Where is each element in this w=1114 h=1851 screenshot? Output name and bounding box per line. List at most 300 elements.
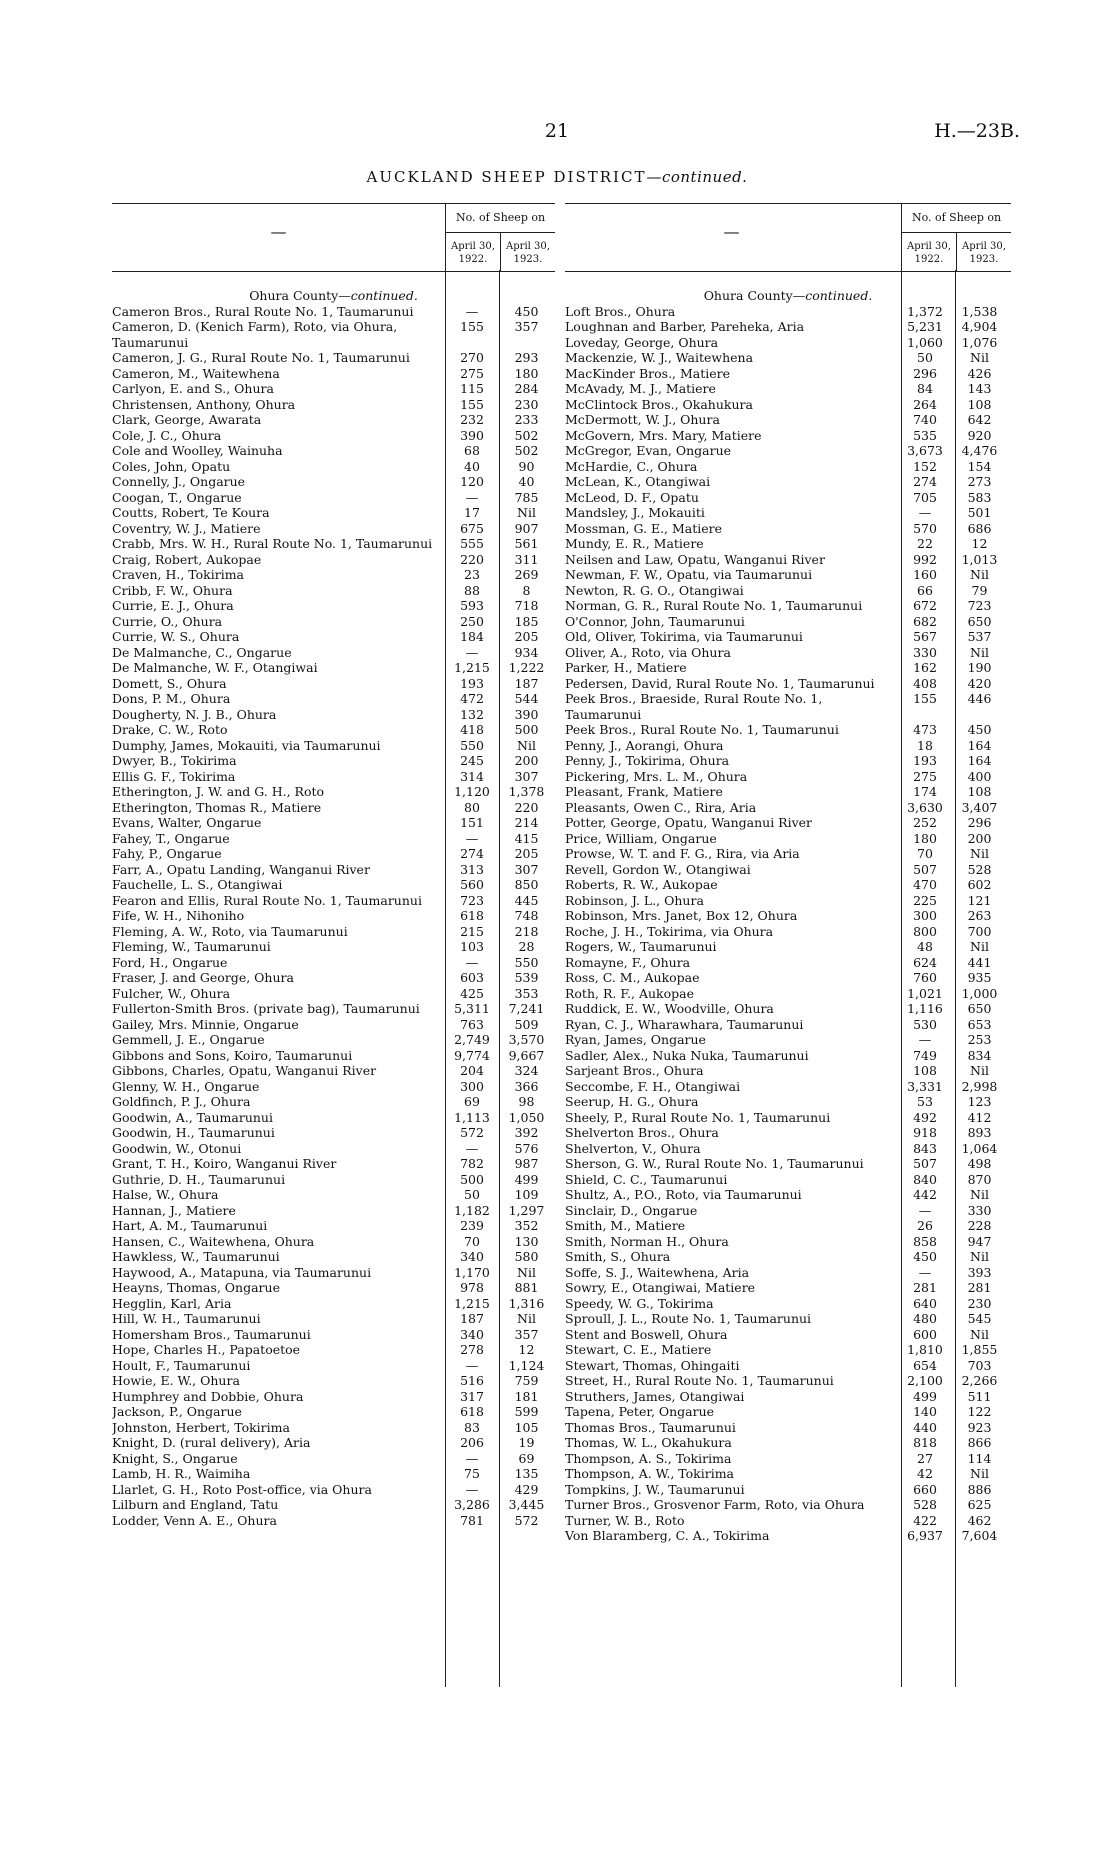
table-row [112, 583, 555, 599]
sheep-1922: 560 [460, 877, 484, 892]
sheep-1922: 682 [913, 613, 937, 629]
owner-name: Peek Bros., Braeside, Rural Route No. 1, Taumarunui [565, 691, 823, 722]
sheep-1923: 284 [514, 381, 539, 396]
table-row [112, 629, 555, 645]
owner-name: Peek Bros., Rural Route No. 1, Taumarunui [565, 722, 839, 737]
sheep-1923: 296 [967, 815, 992, 830]
table-row [565, 846, 1011, 862]
sheep-1923: 602 [967, 877, 992, 892]
sheep-1923: 307 [514, 768, 539, 784]
owner-name: Lilburn and England, Tatu [112, 1497, 279, 1512]
owner-name: De Malmanche, W. F., Otangiwai [112, 660, 318, 675]
table-row [112, 397, 555, 413]
table-row [565, 986, 1011, 1002]
table-row [565, 505, 1011, 521]
owner-name: Coventry, W. J., Matiere [112, 520, 261, 536]
owner-name: Llarlet, G. H., Roto Post-office, via Ohura [112, 1481, 372, 1497]
table-row [565, 691, 1011, 722]
sheep-1923: 1,124 [508, 1357, 545, 1373]
table-row [112, 1125, 555, 1141]
sheep-1922: 275 [460, 365, 484, 381]
sheep-1922: 250 [460, 613, 484, 629]
sheep-1922: 281 [913, 1280, 937, 1295]
sheep-1923: 123 [967, 1094, 992, 1109]
sheep-1923: 366 [514, 1078, 539, 1094]
sheep-1923: 220 [514, 799, 539, 815]
owner-name: Cameron Bros., Rural Route No. 1, Taumarunui [112, 303, 414, 319]
sheep-1923: 164 [967, 753, 992, 768]
sheep-1922: — [465, 830, 479, 846]
sheep-1923: 599 [514, 1404, 539, 1419]
owner-name: Homersham Bros., Taumarunui [112, 1326, 311, 1342]
owner-name: McClintock Bros., Okahukura [565, 396, 753, 412]
owner-name: Craven, H., Tokirima [112, 567, 245, 582]
table-row [565, 459, 1011, 475]
year-1923-header: April 30, 1923. [500, 233, 555, 271]
sheep-1922: 530 [913, 1016, 937, 1032]
sheep-1923: 576 [514, 1140, 539, 1156]
owner-name: Goodwin, H., Taumarunui [112, 1125, 275, 1140]
owner-name: Clark, George, Awarata [112, 412, 262, 427]
sheep-1922: 572 [460, 1125, 484, 1140]
sheep-1922: 418 [460, 722, 484, 737]
table-row [565, 474, 1011, 490]
title-text: AUCKLAND SHEEP DISTRICT [366, 168, 647, 186]
table-row [112, 753, 555, 769]
owner-name: McLeod, D. F., Opatu [565, 489, 699, 505]
owner-name: Goodwin, W., Otonui [112, 1140, 242, 1156]
sheep-1923: Nil [517, 737, 536, 753]
table-row [565, 366, 1011, 382]
owner-name: Thomas Bros., Taumarunui [565, 1419, 736, 1435]
table-row [565, 1404, 1011, 1420]
sheep-1922: 500 [460, 1171, 484, 1187]
sheep-1922: 5,231 [907, 319, 943, 334]
sheep-1922: 507 [913, 1156, 937, 1171]
sheep-1923: 642 [967, 412, 992, 427]
sheep-1922: 672 [913, 598, 937, 613]
sheep-1923: 98 [518, 1094, 535, 1109]
year-1922-header: April 30, 1922. [451, 241, 495, 265]
owner-name: Stent and Boswell, Ohura [565, 1326, 728, 1342]
owner-name: Street, H., Rural Route No. 1, Taumarunui [565, 1373, 834, 1388]
sheep-1922: 155 [460, 396, 484, 412]
sheep-1923: 759 [514, 1373, 539, 1388]
table-row [112, 1327, 555, 1343]
table-row [565, 784, 1011, 800]
owner-name: Fahy, P., Ongarue [112, 846, 222, 861]
sheep-1922: 193 [460, 675, 484, 691]
table-row [112, 536, 555, 552]
sheep-1923: 108 [967, 784, 992, 799]
sheep-1922: 40 [464, 458, 480, 474]
sheep-1923: 1,076 [961, 334, 998, 350]
sheep-1923: 121 [967, 892, 992, 908]
sheep-1922: 23 [464, 567, 480, 582]
table-row [565, 1017, 1011, 1033]
sheep-1923: 281 [967, 1280, 992, 1295]
sheep-1922: 499 [913, 1388, 937, 1404]
table-row [112, 986, 555, 1002]
sheep-1923: 686 [967, 520, 992, 536]
sheep-1922: 1,060 [907, 334, 943, 350]
table-row [565, 877, 1011, 893]
sheep-1923: 143 [967, 381, 992, 396]
sheep-1923: Nil [517, 1311, 536, 1326]
owner-name: Dougherty, N. J. B., Ohura [112, 706, 277, 722]
sheep-1922: 313 [460, 861, 484, 877]
sheep-1922: 528 [913, 1497, 937, 1512]
owner-name: Revell, Gordon W., Otangiwai [565, 861, 751, 877]
sheep-1922: 480 [913, 1311, 937, 1326]
sheep-1922: 918 [913, 1125, 937, 1140]
sheep-1923: 180 [514, 365, 539, 381]
sheep-1922: 340 [460, 1326, 484, 1342]
owner-name: Tompkins, J. W., Taumarunui [565, 1481, 745, 1497]
sheep-1923: 214 [514, 815, 539, 830]
sheep-1923: 181 [514, 1388, 539, 1404]
owner-name: Dumphy, James, Mokauiti, via Taumarunui [112, 737, 381, 753]
owner-name: Hansen, C., Waitewhena, Ohura [112, 1233, 315, 1249]
sheep-1922: 472 [460, 691, 484, 706]
sheep-count-header [901, 204, 1011, 271]
sheep-1922: 84 [917, 381, 933, 396]
sheep-1923: 886 [967, 1481, 992, 1497]
sheep-1922: 624 [913, 954, 937, 970]
table-row [565, 1156, 1011, 1172]
sheep-1923: 114 [967, 1450, 992, 1466]
table-row [565, 1513, 1011, 1529]
sheep-1923: 205 [514, 846, 539, 861]
sheep-1922: 618 [460, 908, 484, 923]
sheep-1923: 190 [967, 660, 992, 675]
owner-name: Haywood, A., Matapuna, via Taumarunui [112, 1264, 372, 1280]
sheep-1923: 500 [514, 722, 539, 737]
table-row [112, 1420, 555, 1436]
owner-name: Newton, R. G. O., Otangiwai [565, 582, 744, 598]
sheep-1923: 450 [514, 303, 539, 319]
sheep-1923: 9,667 [508, 1047, 545, 1063]
sheep-1922: — [918, 1202, 932, 1218]
sheep-1923: Nil [970, 350, 989, 365]
owner-name: Dons, P. M., Ohura [112, 691, 231, 706]
owner-name: Parker, H., Matiere [565, 660, 687, 675]
table-row [112, 350, 555, 366]
sheep-1923: 539 [514, 970, 539, 985]
sheep-1923: 311 [514, 551, 539, 567]
owner-name: Connelly, J., Ongarue [112, 474, 246, 489]
owner-name: Pickering, Mrs. L. M., Ohura [565, 768, 748, 784]
owner-name: Thompson, A. S., Tokirima [565, 1450, 732, 1466]
owner-name: Ellis G. F., Tokirima [112, 768, 236, 784]
sheep-1923: 834 [967, 1047, 992, 1063]
table-row [112, 1048, 555, 1064]
sheep-1922: 535 [913, 427, 937, 443]
table-row [565, 552, 1011, 568]
sheep-1922: 103 [460, 939, 484, 954]
section-title: Ohura County [703, 288, 793, 303]
owner-name: Ruddick, E. W., Woodville, Ohura [565, 1001, 774, 1016]
table-row [112, 1280, 555, 1296]
sheep-1922: 70 [464, 1233, 480, 1249]
table-row [565, 1218, 1011, 1234]
sheep-1922: 274 [913, 474, 937, 489]
table-body [112, 272, 555, 1528]
owner-name: Gailey, Mrs. Minnie, Ongarue [112, 1016, 299, 1032]
sheep-1923: 893 [967, 1125, 992, 1140]
owner-name: Gemmell, J. E., Ongarue [112, 1032, 265, 1047]
sheep-1922: 264 [913, 396, 937, 412]
sheep-1922: — [465, 303, 479, 319]
sheep-1922: — [465, 644, 479, 660]
table-row [112, 428, 555, 444]
table-row [112, 831, 555, 847]
sheep-1923: 923 [967, 1419, 992, 1435]
sheep-1923: 7,604 [961, 1528, 998, 1543]
table-row [565, 1528, 1011, 1544]
sheep-1922: 5,311 [454, 1001, 490, 1016]
sheep-1923: 273 [967, 474, 992, 489]
table-row [565, 939, 1011, 955]
sheep-1922: 50 [917, 350, 933, 365]
table-row [565, 614, 1011, 630]
sheep-1922: 300 [913, 908, 937, 923]
owner-name: Smith, S., Ohura [565, 1249, 671, 1264]
table-row [112, 1079, 555, 1095]
table-row [565, 1466, 1011, 1482]
owner-name: Von Blaramberg, C. A., Tokirima [565, 1528, 770, 1543]
table-row [112, 1373, 555, 1389]
table-row [565, 490, 1011, 506]
sheep-1923: Nil [970, 846, 989, 861]
table-row [565, 955, 1011, 971]
owner-name: Oliver, A., Roto, via Ohura [565, 644, 731, 660]
owner-name: Pedersen, David, Rural Route No. 1, Taumarunui [565, 675, 875, 691]
sheep-1922: 53 [917, 1094, 933, 1109]
owner-name: Drake, C. W., Roto [112, 722, 228, 737]
sheep-1922: 9,774 [454, 1047, 490, 1063]
sheep-1923: 200 [967, 830, 992, 846]
sheep-1922: 567 [913, 629, 937, 644]
table-row [565, 1482, 1011, 1498]
table-row [565, 1327, 1011, 1343]
sheep-1922: 2,749 [454, 1032, 490, 1047]
sheep-1922: 155 [460, 319, 484, 334]
sheep-1922: 115 [460, 381, 484, 396]
sheep-1922: 840 [913, 1171, 937, 1187]
sheep-1923: 412 [967, 1109, 992, 1125]
table-row [565, 1358, 1011, 1374]
table-row [565, 381, 1011, 397]
owner-name: Sadler, Alex., Nuka Nuka, Taumarunui [565, 1047, 809, 1063]
sheep-1922: 278 [460, 1342, 484, 1357]
sheep-1923: Nil [970, 1187, 989, 1202]
sheep-1923: 881 [514, 1280, 539, 1295]
sheep-1922: 492 [913, 1109, 937, 1125]
owner-name: Mossman, G. E., Matiere [565, 520, 723, 536]
sheep-1922: 516 [460, 1373, 484, 1388]
sheep-1922: — [918, 1032, 932, 1047]
owner-name: Goodwin, A., Taumarunui [112, 1109, 273, 1125]
sheep-1923: 703 [967, 1357, 992, 1373]
table-row [112, 1141, 555, 1157]
owner-name: Guthrie, D. H., Taumarunui [112, 1171, 286, 1187]
table-row [565, 583, 1011, 599]
owner-name: McLean, K., Otangiwai [565, 474, 711, 489]
sheep-1922: 17 [464, 505, 480, 520]
table-row [565, 1187, 1011, 1203]
table-row [112, 1017, 555, 1033]
sheep-1922: 300 [460, 1078, 484, 1094]
table-row [565, 1001, 1011, 1017]
section-suffix: —continued. [338, 288, 418, 303]
owner-name: Christensen, Anthony, Ohura [112, 396, 296, 412]
sheep-1922: 239 [460, 1218, 484, 1233]
table-body [565, 272, 1011, 1544]
table-row [565, 1265, 1011, 1281]
sheep-1922: 274 [460, 846, 484, 861]
sheep-1923: 650 [967, 613, 992, 629]
owner-name: Ford, H., Ongarue [112, 954, 228, 970]
table-row [112, 939, 555, 955]
sheep-1922: 422 [913, 1512, 937, 1528]
owner-name: Seerup, H. G., Ohura [565, 1094, 699, 1109]
table-row [112, 366, 555, 382]
table-row [565, 428, 1011, 444]
table-row [565, 1497, 1011, 1513]
sheep-1923: 572 [514, 1512, 539, 1528]
sheep-1923: 1,297 [508, 1202, 545, 1218]
page-number: 21 [544, 120, 570, 142]
owner-name: Fauchelle, L. S., Otangiwai [112, 877, 283, 892]
table-row [112, 1094, 555, 1110]
sheep-1922: 1,182 [454, 1202, 490, 1218]
owner-name: Currie, O., Ohura [112, 613, 223, 629]
owner-name: Newman, F. W., Opatu, via Taumarunui [565, 567, 813, 582]
owner-name: Tapena, Peter, Ongarue [565, 1404, 715, 1419]
owner-name: Neilsen and Law, Opatu, Wanganui River [565, 551, 825, 567]
sheep-1923: Nil [970, 644, 989, 660]
section-heading [112, 288, 555, 304]
owner-name: Loft Bros., Ohura [565, 303, 676, 319]
owner-name: Lamb, H. R., Waimiha [112, 1466, 251, 1481]
sheep-1922: 252 [913, 815, 937, 830]
sheep-1923: 445 [514, 892, 539, 908]
owner-name: Heayns, Thomas, Ongarue [112, 1280, 280, 1295]
sheep-1923: 12 [971, 536, 988, 551]
owner-name: Farr, A., Opatu Landing, Wanganui River [112, 861, 370, 877]
sheep-1923: 392 [514, 1125, 539, 1140]
owner-name: Cole, J. C., Ohura [112, 427, 222, 443]
owner-name: Potter, George, Opatu, Wanganui River [565, 815, 813, 830]
table-row [565, 1063, 1011, 1079]
sheep-1922: 174 [913, 784, 937, 799]
sheep-1922: 507 [913, 861, 937, 877]
table-row [565, 815, 1011, 831]
table-row [112, 722, 555, 738]
sheep-1923: 544 [514, 691, 539, 706]
owner-name: Roche, J. H., Tokirima, via Ohura [565, 923, 774, 939]
sheep-1923: 583 [967, 489, 992, 505]
sheep-1923: 28 [518, 939, 535, 954]
sheep-1923: Nil [970, 1466, 989, 1481]
sheep-1922: 1,116 [907, 1001, 943, 1016]
table-row [112, 1218, 555, 1234]
table-row [565, 1389, 1011, 1405]
owner-name: Stewart, Thomas, Ohingaiti [565, 1357, 740, 1373]
table-row [565, 1451, 1011, 1467]
table-row [565, 1280, 1011, 1296]
table-row [112, 784, 555, 800]
sheep-1923: 429 [514, 1481, 539, 1497]
sheep-1922: 675 [460, 520, 484, 536]
owner-name: McGregor, Evan, Ongarue [565, 443, 732, 458]
table-row [565, 769, 1011, 785]
table-row [565, 676, 1011, 692]
owner-name: Shultz, A., P.O., Roto, via Taumarunui [565, 1187, 802, 1202]
sheep-1922: 132 [460, 706, 484, 722]
sheep-1922: 2,100 [907, 1373, 943, 1388]
owner-name: Turner, W. B., Roto [565, 1512, 685, 1528]
sheep-1922: 140 [913, 1404, 937, 1419]
sheep-1923: 528 [967, 861, 992, 877]
table-row [565, 1234, 1011, 1250]
sheep-1923: 8 [522, 582, 531, 598]
sheep-1923: 1,538 [961, 303, 998, 319]
owner-name: Shelverton Bros., Ohura [565, 1125, 719, 1140]
sheep-1923: 1,378 [508, 784, 545, 799]
sheep-1922: 184 [460, 629, 484, 644]
owner-name: Humphrey and Dobbie, Ohura [112, 1388, 304, 1404]
table-row [112, 691, 555, 707]
owner-name: Sarjeant Bros., Ohura [565, 1063, 704, 1078]
owner-name: McGovern, Mrs. Mary, Matiere [565, 427, 762, 443]
sheep-1922: 740 [913, 412, 937, 427]
table-row [565, 598, 1011, 614]
owner-name: Roth, R. F., Aukopae [565, 985, 694, 1001]
table-row [565, 1110, 1011, 1126]
owner-name: Knight, S., Ongarue [112, 1450, 238, 1466]
table-row [565, 567, 1011, 583]
sheep-1922: 763 [460, 1016, 484, 1032]
sheep-1922: 3,286 [454, 1497, 490, 1512]
sheep-1923: 748 [514, 908, 539, 923]
year-1922-header: April 30, 1922. [907, 241, 951, 265]
table-row [565, 800, 1011, 816]
sheep-1923: 230 [514, 396, 539, 412]
owner-name: Sherson, G. W., Rural Route No. 1, Taumarunui [565, 1156, 864, 1171]
table-row [112, 815, 555, 831]
sheep-1923: 1,064 [961, 1140, 998, 1156]
sheep-1922: 818 [913, 1435, 937, 1450]
sheep-1923: 69 [518, 1450, 535, 1466]
table-row [565, 412, 1011, 428]
sheep-1922: 330 [913, 644, 937, 660]
table-row [565, 893, 1011, 909]
sheep-1923: 185 [514, 613, 539, 629]
sheep-1922: 1,215 [454, 1295, 490, 1311]
owner-name: Hawkless, W., Taumarunui [112, 1249, 280, 1264]
sheep-1923: 79 [971, 582, 988, 598]
sheep-1923: 3,570 [508, 1032, 545, 1047]
table-row [565, 908, 1011, 924]
sheep-1923: 446 [967, 691, 992, 706]
table-row [112, 381, 555, 397]
table-row [112, 490, 555, 506]
sheep-1923: 907 [514, 520, 539, 536]
sheep-1923: 501 [967, 505, 992, 520]
sheep-1923: 263 [967, 908, 992, 923]
